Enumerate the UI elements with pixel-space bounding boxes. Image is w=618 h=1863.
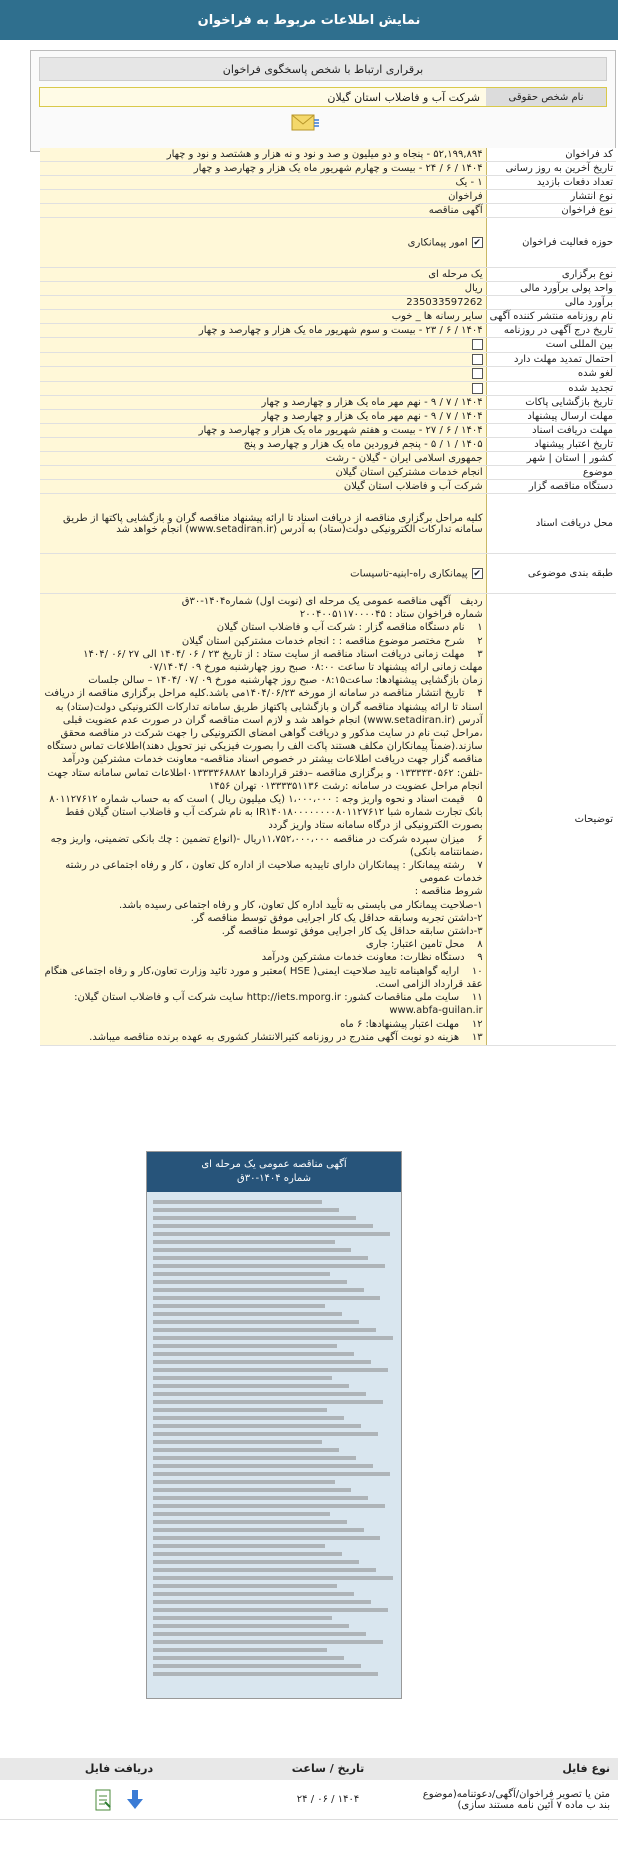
info-row: [40, 204, 616, 218]
info-row: [40, 190, 616, 204]
check-row: [40, 367, 616, 382]
category-row-value: [40, 554, 486, 594]
info-row-label: دستگاه مناقصه گزار: [486, 480, 616, 494]
file-date: ۱۴۰۴ / ۰۶ / ۲۴: [296, 1794, 360, 1805]
text-line: [153, 1376, 332, 1380]
info-row-label: تاریخ آخرین به روز رسانی: [486, 162, 616, 176]
info-row-value: ۱ - یک: [40, 176, 486, 190]
text-line: [153, 1576, 393, 1580]
info-row-label: تاریخ بازگشایی پاکات: [486, 396, 616, 410]
info-row-value: سایر رسانه ها _ خوب: [40, 310, 486, 324]
text-line: [153, 1600, 371, 1604]
text-line: [153, 1320, 359, 1324]
info-row-label: مهلت ارسال پیشنهاد: [486, 410, 616, 424]
category-value: پیمانکاری راه-ابنیه-تاسیسات: [350, 568, 468, 580]
info-row-value: ۵۲,۱۹۹,۸۹۴ - پنجاه و دو میلیون و صد و نود و نه هزار و هشتصد و نود و چهار: [40, 148, 486, 162]
page-header: [0, 0, 618, 40]
info-row: [40, 282, 616, 296]
notes-row: [40, 594, 616, 1046]
text-line: [153, 1272, 330, 1276]
info-row-label: کشور | استان | شهر: [486, 452, 616, 466]
text-line: [153, 1456, 356, 1460]
text-line: [153, 1216, 356, 1220]
text-line: [153, 1480, 335, 1484]
text-line: [153, 1408, 327, 1412]
text-line: [153, 1432, 378, 1436]
info-table: [40, 148, 616, 1046]
category-row: [40, 554, 616, 594]
text-line: [153, 1280, 347, 1284]
check-row-label: احتمال تمدید مهلت دارد: [486, 352, 616, 367]
text-line: [153, 1304, 325, 1308]
contact-label: نام شخص حقوقی: [486, 88, 606, 106]
text-line: [153, 1632, 366, 1636]
text-line: [153, 1352, 354, 1356]
checkbox[interactable]: [472, 368, 483, 379]
info-row: [40, 452, 616, 466]
info-row-value: کلیه مراحل برگزاری مناقصه از دریافت اسناد تا ارائه پیشنهاد مناقصه گران و بازگشایی پاکتها از طریق سامانه تدارکات الکترونیکی دولت(ستاد) به آدرس (www.setadiran.ir) انجام خواهد شد: [40, 494, 486, 554]
check-row-value: [40, 352, 486, 367]
announcement-header: [147, 1152, 401, 1192]
text-line: [153, 1472, 390, 1476]
checkbox[interactable]: [472, 339, 483, 350]
info-row: [40, 438, 616, 452]
text-line: [153, 1248, 351, 1252]
text-line: [153, 1568, 376, 1572]
files-header: [0, 1758, 618, 1780]
check-row-label: بین المللی است: [486, 338, 616, 353]
text-line: [153, 1240, 335, 1244]
info-row: [40, 296, 616, 310]
text-line: [153, 1232, 390, 1236]
text-line: [153, 1552, 342, 1556]
announcement-text: [147, 1192, 401, 1684]
info-row-label: واحد پولی برآورد مالی: [486, 282, 616, 296]
mail-icon[interactable]: [290, 110, 320, 134]
text-line: [153, 1312, 342, 1316]
info-row-value: ۱۴۰۴ / ۷ / ۹ - نهم مهر ماه یک هزار و چهارصد و چهار: [40, 410, 486, 424]
announcement-subtitle: شماره ۱۴۰۴-۳۰ق: [236, 1173, 312, 1184]
header-type: نوع فایل: [562, 1762, 610, 1775]
check-row: [40, 352, 616, 367]
header-download: دریافت فایل: [84, 1762, 154, 1775]
check-row-value: [40, 367, 486, 382]
file-type: متن یا تصویر فراخوان/آگهی/دعوتنامه(موضوع بند ب ماده ۷ آئین نامه مستند سازی): [422, 1788, 610, 1811]
announcement-title: آگهی مناقصه عمومی یک مرحله ای: [201, 1159, 347, 1170]
text-line: [153, 1624, 349, 1628]
info-row: [40, 466, 616, 480]
check-row: [40, 381, 616, 396]
activity-value: امور پیمانکاری: [407, 237, 468, 249]
text-line: [153, 1608, 388, 1612]
checkbox-icon: ✔: [473, 568, 481, 579]
info-row-value: آگهی مناقصه: [40, 204, 486, 218]
text-line: [153, 1544, 325, 1548]
page-title: نمایش اطلاعات مربوط به فراخوان: [197, 12, 421, 28]
text-line: [153, 1256, 368, 1260]
info-row-value: فراخوان: [40, 190, 486, 204]
info-row-label: تاریخ اعتبار پیشنهاد: [486, 438, 616, 452]
text-line: [153, 1664, 361, 1668]
contact-row: [39, 87, 607, 107]
info-row-value: یک مرحله ای: [40, 268, 486, 282]
checkbox-icon: ✔: [473, 237, 481, 248]
text-line: [153, 1296, 380, 1300]
info-row-value: ۱۴۰۴ / ۶ / ۲۳ - بیست و سوم شهریور ماه یک هزار و چهارصد و چهار: [40, 324, 486, 338]
info-row: [40, 396, 616, 410]
info-row: [40, 148, 616, 162]
info-row-label: کد فراخوان: [486, 148, 616, 162]
download-icon[interactable]: [125, 1789, 145, 1811]
info-row-value: شرکت آب و فاضلاب استان گیلان: [40, 480, 486, 494]
text-line: [153, 1344, 337, 1348]
info-row-label: نوع انتشار: [486, 190, 616, 204]
info-row-label: برآورد مالی: [486, 296, 616, 310]
info-row-value: ۱۴۰۴ / ۷ / ۹ - نهم مهر ماه یک هزار و چهارصد و چهار: [40, 396, 486, 410]
notes-row-label: توضیحات: [486, 594, 616, 1046]
info-row-label: نام روزنامه منتشر کننده آگهی: [486, 310, 616, 324]
header-date: تاریخ / ساعت: [291, 1762, 365, 1775]
text-line: [153, 1440, 322, 1444]
text-line: [153, 1640, 383, 1644]
activity-row-label: حوزه فعالیت فراخوان: [486, 218, 616, 268]
text-line: [153, 1448, 339, 1452]
text-line: [153, 1360, 371, 1364]
check-row-label: تجدید شده: [486, 381, 616, 396]
info-row: [40, 268, 616, 282]
info-row-value: انجام خدمات مشترکین استان گیلان: [40, 466, 486, 480]
info-row: [40, 424, 616, 438]
text-line: [153, 1368, 388, 1372]
info-row-value: 235033597262: [40, 296, 486, 310]
info-row-value: ۱۴۰۴ / ۶ / ۲۷ - بیست و هفتم شهریور ماه یک هزار و چهارصد و چهار: [40, 424, 486, 438]
info-row-value: ۱۴۰۴ / ۶ / ۲۴ - بیست و چهارم شهریور ماه یک هزار و چهارصد و چهار: [40, 162, 486, 176]
check-row-label: لغو شده: [486, 367, 616, 382]
info-row-label: نوع برگزاری: [486, 268, 616, 282]
checkbox[interactable]: [472, 354, 483, 365]
contact-panel: [30, 50, 616, 152]
text-line: [153, 1592, 354, 1596]
check-row: [40, 338, 616, 353]
info-row-value: ریال: [40, 282, 486, 296]
info-row-label: تعداد دفعات بازدید: [486, 176, 616, 190]
text-line: [153, 1648, 327, 1652]
text-line: [153, 1504, 385, 1508]
text-line: [153, 1384, 349, 1388]
text-line: [153, 1616, 332, 1620]
info-row: [40, 310, 616, 324]
info-row-value: جمهوری اسلامی ایران - گیلان - رشت: [40, 452, 486, 466]
info-row: [40, 410, 616, 424]
text-line: [153, 1520, 347, 1524]
text-line: [153, 1424, 361, 1428]
text-line: [153, 1536, 380, 1540]
text-line: [153, 1288, 364, 1292]
text-line: [153, 1264, 385, 1268]
info-row: [40, 494, 616, 554]
info-row: [40, 324, 616, 338]
text-line: [153, 1496, 368, 1500]
text-line: [153, 1656, 344, 1660]
contact-value: شرکت آب و فاضلاب استان گیلان: [327, 91, 480, 104]
text-line: [153, 1488, 351, 1492]
activity-row-value: [40, 218, 486, 268]
check-row-value: [40, 381, 486, 396]
activity-row: [40, 218, 616, 268]
info-row-label: تاریخ درج آگهی در روزنامه: [486, 324, 616, 338]
text-line: [153, 1512, 330, 1516]
text-line: [153, 1528, 364, 1532]
text-line: [153, 1328, 376, 1332]
category-row-label: طبقه بندی موضوعی: [486, 554, 616, 594]
info-row-label: مهلت دریافت اسناد: [486, 424, 616, 438]
text-line: [153, 1464, 373, 1468]
info-row: [40, 162, 616, 176]
text-line: [153, 1584, 337, 1588]
announcement-image: [146, 1151, 402, 1699]
text-line: [153, 1560, 359, 1564]
text-line: [153, 1416, 344, 1420]
text-line: [153, 1200, 322, 1204]
text-line: [153, 1392, 366, 1396]
files-table: [0, 1758, 618, 1820]
notes-row-value: ردیف آگهی مناقصه عمومی یک مرحله ای (نوبت اول) شماره۱۴۰۴-۳۰ق شماره فراخوان ستاد : ۲۰۰۴۰۰۵۱۱۷۰۰۰۰۴۵ ۱ نام دستگاه مناقصه گزار : شرکت آب و فاضلاب استان گیلان ۲ شرح مختصر موضوع مناقصه : : انجام خدمات مشترکین استان گیلان ۳ مهلت زمانی دریافت اسناد مناقصه از سایت ستاد : از تاریخ ۲۳ / ۰۶ /۱۴۰۴ الی ۲۷ /۰۶ /۱۴۰۴ مهلت زمانی ارائه پیشنهاد تا ساعت ۰۸:۰۰ صبح روز چهارشنبه مورخ ۰۹ /۰۷/۱۴۰۴ زمان بازگشایی پیشنهادها: ساعت۰۸:۱۵ صبح روز چهارشنبه مورخ ۰۹ /۰۷ /۱۴۰۴ – سالن جلسات ۴ تاریخ انتشار مناقصه در سامانه از مورخه ۱۴۰۴/۰۶/۲۳می باشد.کلیه مراحل برگزاری مناقصه از دریافت اسناد تا ارائه پیشنهاد مناقصه گران و بازگشایی پاکتهاز طریق سامانه تدارکات الکترونیکی دولت(ستاد) به آدرس (www.setadiran.ir) انجام خواهد شد و لازم است مناقصه گران در صورت عدم عضویت قبلی ،مراحل ثبت نام در سایت مذکور و دریافت گواهی امضای الکترونیکی را جهت شرکت در مناقصه محقق سازند.(ضمناً پیمانکاران مکلف هستند پاکت الف را بصورت فیزیکی نیز تحویل دهند)اطلاعات تماس دستگاه مناقصه گزار جهت دریافت اطلاعات بیشتر در خصوص اسناد مناقصه- معاونت خدمات مشترکین ودرآمد -تلفن: ۰۱۳۳۳۳۳۰۵۶۲ و برگزاری مناقصه –دفتر قراردادها ۰۱۳۳۳۳۶۸۸۸۲اطلاعات تماس سامانه ستاد جهت انجام مراحل عضویت در سامانه :رشت ۰۱۳۳۳۳۵۱۱۳۶ تهران ۱۴۵۶ ۵ قیمت اسناد و نحوه واریز وجه : ۱،۰۰۰،۰۰۰ (یک میلیون ریال ) است که به حساب شماره ۸۰۱۱۲۷۶۱۲ بانک تجارت شماره شبا IR۱۴۰۱۸۰۰۰۰۰۰۰۰۸۰۱۱۲۷۶۱۲ به نام شرکت آب و فاضلاب استان گیلان فقط بصورت الکترونیکی از درگاه سامانه ستاد واریز گردد ۶ میزان سپرده شرکت در مناقصه ۱۱،۷۵۲،۰۰۰،۰۰۰ریال -(انواع تضمین : چك بانكی تضمینی، واریز وجه ،ضمانتنامه بانكی) ۷ رشته پیمانکار : پیمانکاران دارای تاییدیه صلاحیت از اداره کل تعاون ، کار و رفاه اجتماعی در رشته خدمات عمومی شروط مناقصه : ۱-صلاحیت پیمانکار می بایستی به تأیید اداره کل تعاون، کار و رفاه اجتماعی رسیده باشد. ۲-داشتن تجربه وسابقه حداقل یک کار اجرایی موفق توسط مناقصه گر. ۳-داشتن سابقه حداقل یک کار اجرایی موفق توسط مناقصه گر. ۸ محل تامین اعتبار: جاری ۹ دستگاه نظارت: معاونت خدمات مشترکین ودرآمد ۱۰ ارایه گواهینامه تایید صلاحیت ایمنی( HSE )معتبر و مورد تائید وزارت تعاون،کار و رفاه اجتماعی هنگام عقد قرارداد الزامی است. ۱۱ سایت ملی مناقصات کشور: http://iets.mporg.ir سایت شرکت آب و فاضلاب استان گیلان: www.abfa-guilan.ir ۱۲ مهلت اعتبار پیشنهادها: ۶ ماه ۱۳ هزینه دو نوبت آگهی مندرج در روزنامه کثیرالانتشار کشوری به عهده برنده مناقصه میباشد.: [40, 594, 486, 1046]
document-icon[interactable]: [93, 1789, 113, 1811]
info-row-label: موضوع: [486, 466, 616, 480]
text-line: [153, 1672, 378, 1676]
text-line: [153, 1336, 393, 1340]
contact-title: برقراری ارتباط با شخص پاسخگوی فراخوان: [39, 57, 607, 81]
info-row-value: ۱۴۰۵ / ۱ / ۵ - پنجم فروردین ماه یک هزار و چهارصد و پنج: [40, 438, 486, 452]
file-row: [0, 1780, 618, 1820]
info-row: [40, 176, 616, 190]
check-row-value: [40, 338, 486, 353]
file-download-cell: [0, 1789, 238, 1811]
info-row-label: نوع فراخوان: [486, 204, 616, 218]
text-line: [153, 1224, 373, 1228]
info-row: [40, 480, 616, 494]
checkbox[interactable]: [472, 383, 483, 394]
text-line: [153, 1400, 383, 1404]
text-line: [153, 1208, 339, 1212]
info-row-label: محل دریافت اسناد: [486, 494, 616, 554]
